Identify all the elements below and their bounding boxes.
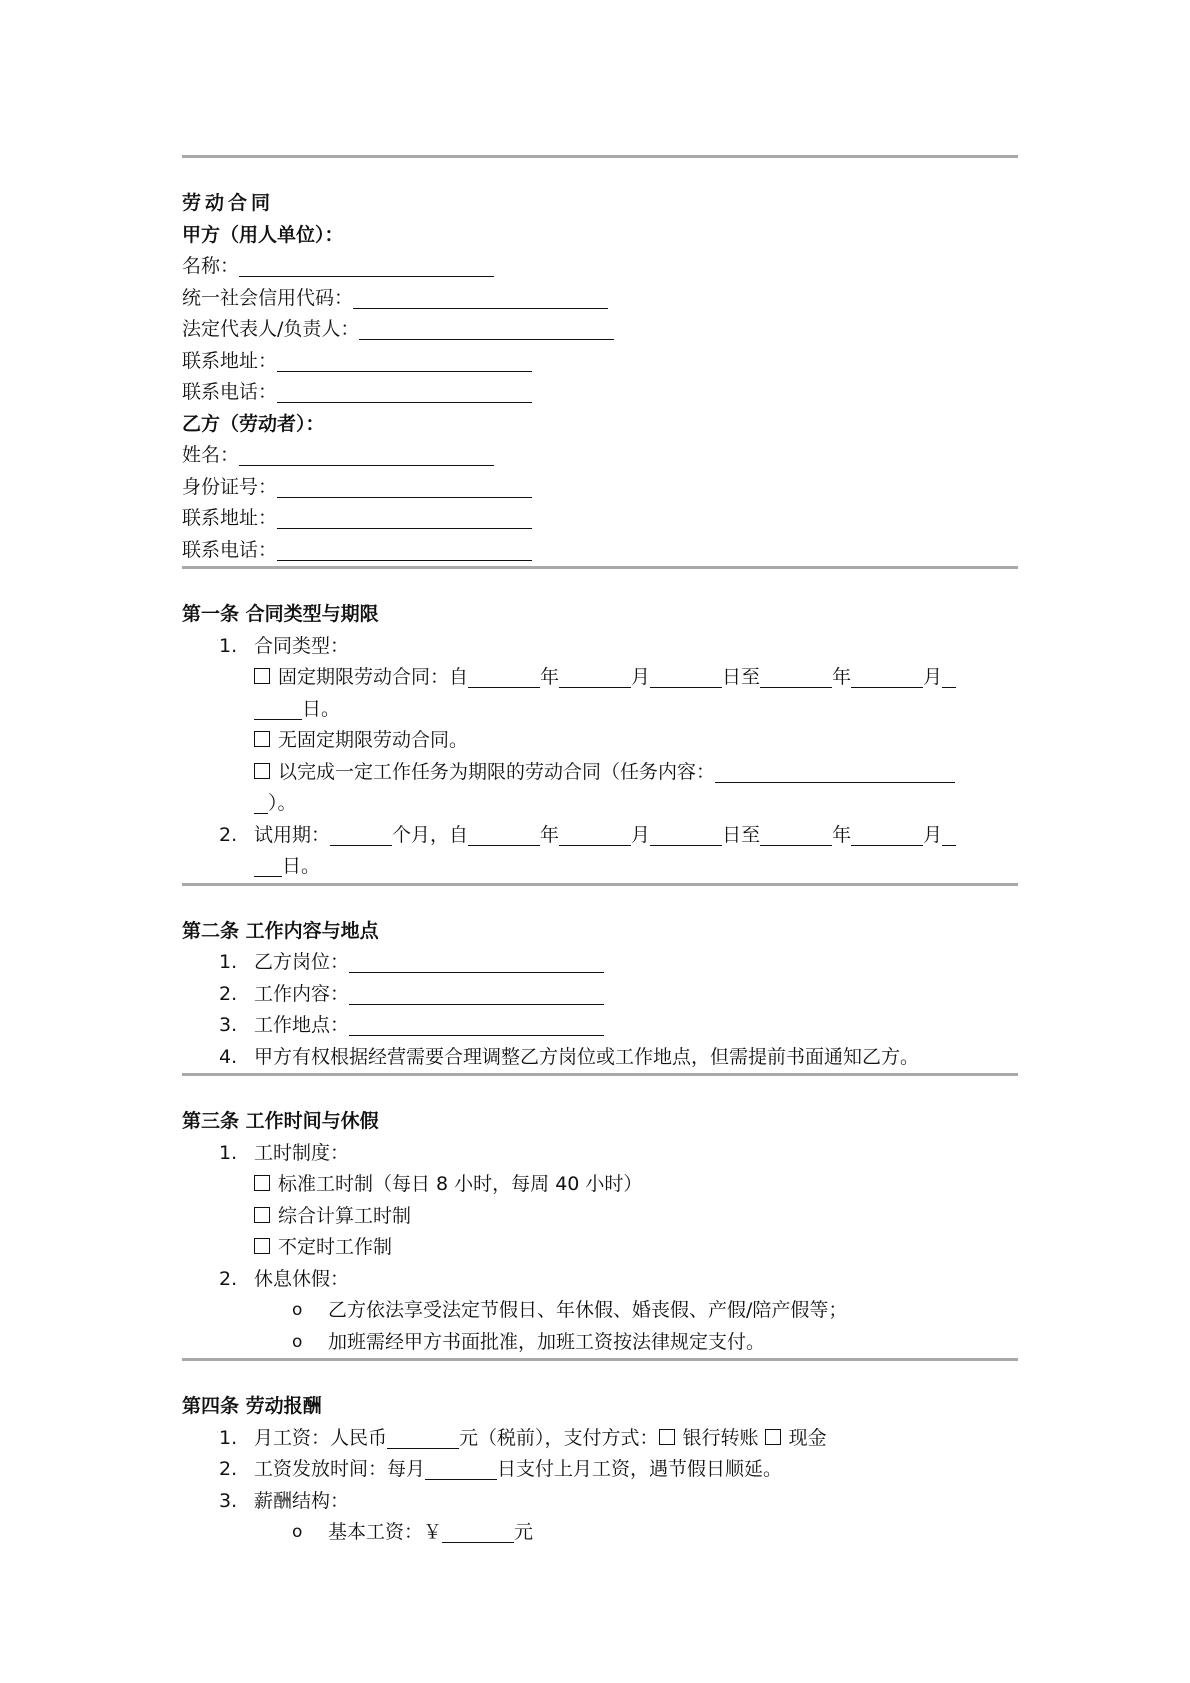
list-number: 2. — [219, 982, 238, 1005]
checkbox-option-flexible-hours[interactable] — [182, 1232, 1018, 1264]
fill-blank — [277, 350, 532, 372]
option-text: 固定期限劳动合同：自 — [278, 666, 469, 688]
list-number: 2. — [219, 823, 238, 846]
party-a-field — [182, 251, 1018, 283]
unit-text: 日至 — [722, 666, 761, 688]
bullet-icon: o — [292, 1300, 303, 1320]
fill-blank — [559, 824, 631, 846]
option-text: 以完成一定工作任务为期限的劳动合同（任务内容： — [278, 760, 716, 783]
party-a-field — [182, 314, 1018, 346]
checkbox-icon[interactable] — [659, 1429, 675, 1445]
item-text: 工作地点： — [254, 1014, 350, 1036]
list-item — [182, 1010, 1018, 1042]
fill-blank — [239, 444, 494, 466]
fill-blank — [942, 824, 956, 846]
checkbox-icon[interactable] — [765, 1429, 781, 1445]
option-text: 标准工时制（每日 8 小时，每周 40 小时） — [278, 1173, 643, 1195]
list-number: 2. — [219, 1458, 238, 1480]
item-text: 日。 — [282, 855, 321, 877]
field-label: 统一社会信用代码： — [182, 286, 354, 309]
bullet-icon: o — [292, 1331, 303, 1352]
bullet-item — [182, 1295, 1018, 1327]
fill-blank — [559, 666, 631, 688]
fill-blank — [277, 476, 532, 498]
item-text: 日支付上月工资，遇节假日顺延。 — [497, 1458, 783, 1480]
item-text: 工作内容： — [254, 982, 350, 1005]
fill-blank — [468, 824, 540, 846]
list-item — [182, 1454, 1018, 1486]
item-text: 试用期： — [254, 823, 331, 846]
fill-blank — [442, 1521, 514, 1543]
fill-blank — [650, 824, 722, 846]
wrapped-line — [182, 694, 1018, 726]
checkbox-icon[interactable] — [254, 731, 270, 747]
party-b-field — [182, 503, 1018, 535]
item-text: 月工资：人民币 — [254, 1426, 388, 1449]
field-label: 法定代表人/负责人： — [182, 318, 360, 340]
bullet-text: 乙方依法享受法定节假日、年休假、婚丧假、产假/陪产假等； — [328, 1299, 848, 1321]
option-text: 现金 — [788, 1426, 827, 1449]
unit-text: 年 — [832, 823, 852, 846]
fill-blank — [277, 539, 532, 561]
item-text: 元（税前），支付方式： — [459, 1426, 659, 1449]
fill-blank — [942, 666, 956, 688]
party-b-field — [182, 440, 1018, 472]
fill-blank — [468, 666, 540, 688]
divider — [182, 883, 1018, 886]
fill-blank — [851, 824, 923, 846]
option-text: 综合计算工时制 — [278, 1204, 412, 1227]
unit-text: 月 — [923, 666, 943, 688]
article-4-heading: 第四条 劳动报酬 — [182, 1395, 322, 1417]
item-text: 甲方有权根据经营需要合理调整乙方岗位或工作地点，但需提前书面通知乙方。 — [254, 1045, 920, 1068]
list-item — [182, 1486, 1018, 1518]
unit-text: 年 — [832, 666, 852, 688]
option-text: 不定时工作制 — [278, 1236, 393, 1258]
field-label: 联系电话： — [182, 538, 278, 561]
list-number: 3. — [219, 1014, 238, 1036]
wrapped-line — [182, 851, 1018, 883]
field-label: 联系地址： — [182, 507, 278, 529]
checkbox-icon[interactable] — [254, 1207, 270, 1223]
item-text: 个月，自 — [392, 823, 469, 846]
bullet-icon: o — [292, 1522, 303, 1542]
unit-text: 月 — [631, 666, 651, 688]
field-label: 名称： — [182, 255, 240, 277]
item-text: 乙方岗位： — [254, 951, 350, 973]
list-number: 1. — [219, 1141, 238, 1164]
divider — [182, 1358, 1018, 1361]
party-b-field — [182, 472, 1018, 504]
fill-blank — [359, 318, 614, 340]
option-text: 无固定期限劳动合同。 — [278, 729, 469, 751]
list-number: 4. — [219, 1045, 238, 1068]
fill-blank — [239, 255, 494, 277]
party-b-heading: 乙方（劳动者）： — [182, 412, 325, 435]
list-item — [182, 631, 1018, 663]
checkbox-option-standard-hours[interactable] — [182, 1169, 1018, 1201]
list-item — [182, 1264, 1018, 1296]
checkbox-option-task-term[interactable] — [182, 757, 1018, 789]
party-a-field — [182, 377, 1018, 409]
document-body — [182, 155, 1018, 1549]
fill-blank — [330, 824, 392, 846]
unit-text: 日至 — [722, 823, 761, 846]
bullet-item — [182, 1327, 1018, 1359]
fill-blank — [650, 666, 722, 688]
unit-text: 年 — [540, 823, 560, 846]
unit-text: 月 — [923, 823, 943, 846]
party-a-heading: 甲方（用人单位）： — [182, 223, 344, 246]
list-number: 2. — [219, 1267, 238, 1290]
article-1-heading: 第一条 合同类型与期限 — [182, 603, 379, 625]
list-item — [182, 947, 1018, 979]
list-number: 1. — [219, 951, 238, 973]
field-label: 身份证号： — [182, 475, 278, 498]
checkbox-option-fixed-term[interactable] — [182, 662, 1018, 694]
fill-blank — [387, 1427, 459, 1449]
article-3-heading: 第三条 工作时间与休假 — [182, 1110, 379, 1132]
fill-blank — [353, 287, 608, 309]
contract-title: 劳动合同 — [182, 192, 275, 214]
unit-text: 月 — [631, 823, 651, 846]
party-a-field — [182, 346, 1018, 378]
fill-blank — [277, 381, 532, 403]
list-number: 1. — [219, 634, 238, 657]
checkbox-icon[interactable] — [254, 763, 270, 779]
fill-blank — [425, 1458, 497, 1480]
list-item — [182, 1042, 1018, 1074]
fill-blank — [760, 824, 832, 846]
party-b-field — [182, 535, 1018, 567]
fill-blank — [715, 761, 955, 783]
field-label: 联系电话： — [182, 381, 278, 403]
checkbox-icon[interactable] — [254, 1238, 270, 1254]
checkbox-option-comprehensive-hours[interactable] — [182, 1201, 1018, 1233]
list-number: 1. — [219, 1426, 238, 1449]
wrapped-line — [182, 788, 1018, 820]
list-item — [182, 979, 1018, 1011]
checkbox-option-open-term[interactable] — [182, 725, 1018, 757]
list-item — [182, 1423, 1018, 1455]
fill-blank — [349, 1014, 604, 1036]
checkbox-icon[interactable] — [254, 668, 270, 684]
unit-text: 年 — [540, 666, 560, 688]
bullet-item — [182, 1517, 1018, 1549]
list-item — [182, 820, 1018, 852]
bullet-text: 元 — [514, 1521, 534, 1543]
bullet-text: 基本工资：￥ — [328, 1521, 443, 1543]
bullet-text: 加班需经甲方书面批准，加班工资按法律规定支付。 — [328, 1330, 766, 1353]
fill-blank — [254, 698, 302, 720]
item-text: 休息休假： — [254, 1267, 350, 1290]
item-text: 合同类型： — [254, 634, 350, 657]
divider — [182, 1073, 1018, 1076]
field-label: 联系地址： — [182, 349, 278, 372]
fill-blank — [254, 855, 282, 877]
item-text: 工时制度： — [254, 1141, 350, 1164]
checkbox-icon[interactable] — [254, 1175, 270, 1191]
list-item — [182, 1138, 1018, 1170]
party-a-field — [182, 283, 1018, 315]
fill-blank — [349, 951, 604, 973]
fill-blank — [760, 666, 832, 688]
fill-blank — [851, 666, 923, 688]
field-label: 姓名： — [182, 444, 240, 466]
fill-blank — [254, 792, 268, 814]
list-number: 3. — [219, 1489, 238, 1512]
option-text: 日。 — [302, 697, 341, 720]
option-text: 银行转账 — [682, 1426, 759, 1449]
item-text: 薪酬结构： — [254, 1489, 350, 1512]
article-2-heading: 第二条 工作内容与地点 — [182, 919, 379, 942]
item-text: 工资发放时间：每月 — [254, 1458, 426, 1480]
fill-blank — [277, 507, 532, 529]
divider — [182, 566, 1018, 569]
option-text: ）。 — [268, 792, 297, 814]
divider — [182, 155, 1018, 158]
fill-blank — [349, 983, 604, 1005]
